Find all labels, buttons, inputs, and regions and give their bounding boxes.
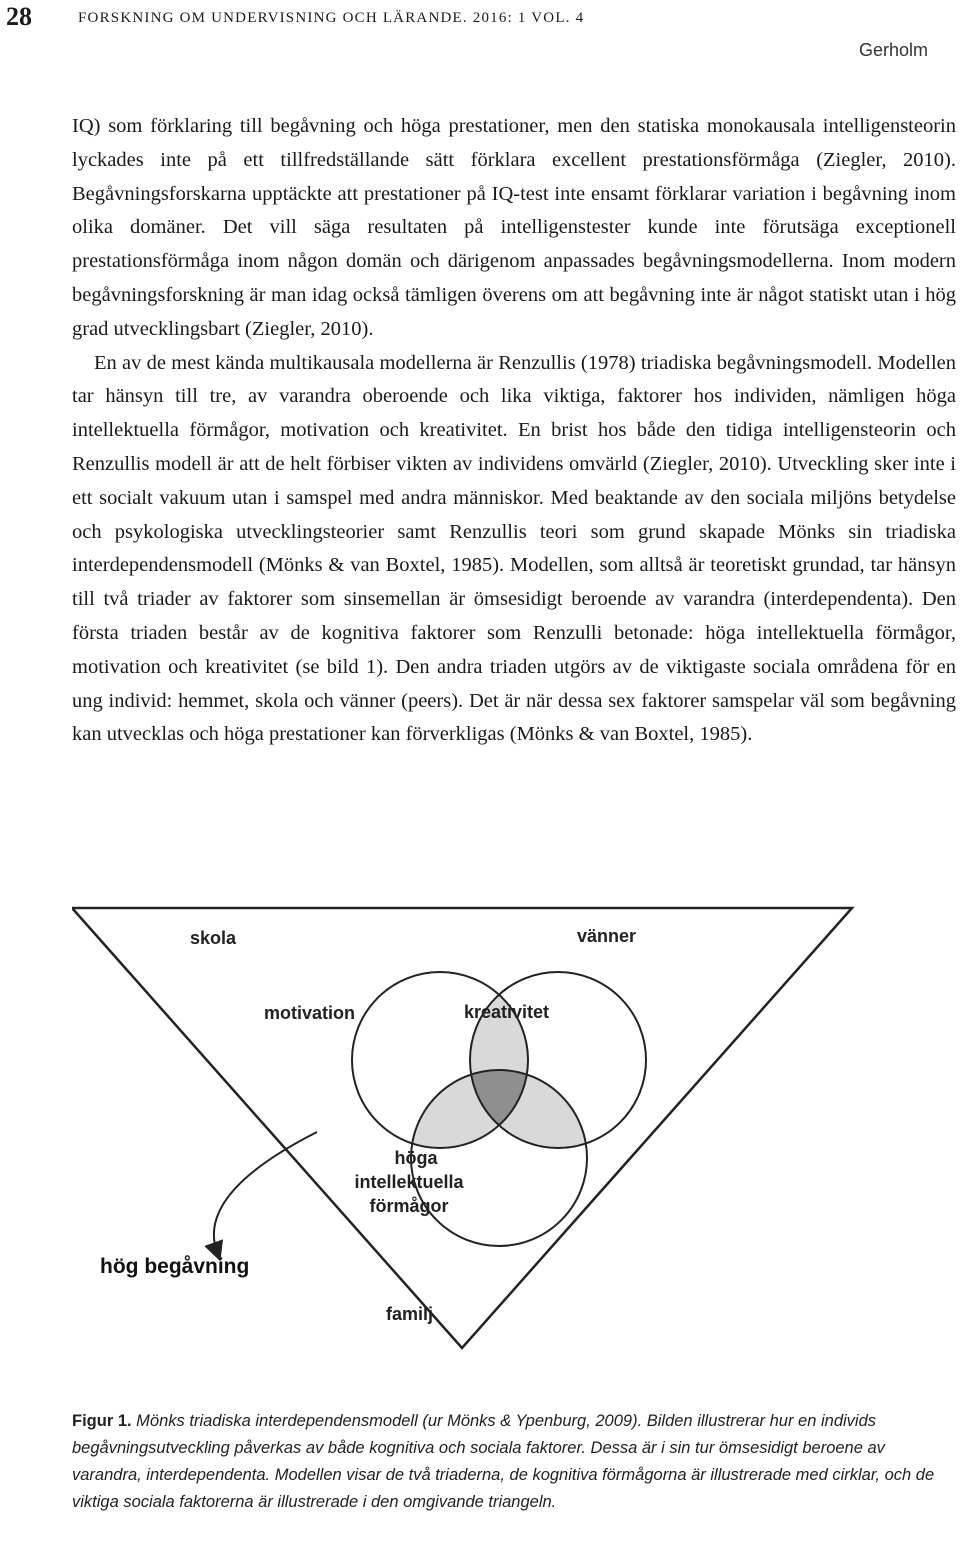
running-title: FORSKNING OM UNDERVISNING OCH LÄRANDE. 2016: 1 VOL. 4 xyxy=(78,10,585,26)
author-name: Gerholm xyxy=(858,40,928,60)
label-intellektuella: intellektuella xyxy=(354,1172,464,1192)
figure-1 xyxy=(72,900,952,1350)
label-formagor: förmågor xyxy=(369,1196,449,1216)
label-vanner: vänner xyxy=(577,926,637,946)
label-skola: skola xyxy=(190,928,237,948)
label-familj: familj xyxy=(386,1304,434,1324)
paragraph-2: En av de mest kända multikausala modellerna är Renzullis (1978) triadiska begåvningsmodell. Modellen tar hänsyn till tre, av varandra oberoende och lika viktiga, faktorer hos individen, nämligen höga intellektuella förmågor, motivation och kreativitet. En brist hos både den tidiga intelligensteorin och Renzullis modell är att de helt förbiser vikten av individens omvärld (Ziegler, 2010). Utveckling sker inte i ett socialt vakuum utan i samspel med andra människor. Med beaktande av den sociala miljöns betydelse och psykologiska utvecklingsteorier samt Renzullis teori som grund skapade Mönks sin triadiska interdependensmodell (Mönks & van Boxtel, 1985). Modellen, som alltså är teoretiskt grundad, tar hänsyn till två triader av faktorer som sinsemellan är ömsesidigt beroende av varandra (interdependenta). Den första triaden består av de kognitiva faktorer som Renzulli betonade: höga intellektuella förmågor, motivation och kreativitet (se bild 1). Den andra triaden utgörs av de viktigaste sociala områdena för en ung individ: hemmet, skola och vänner (peers). Det är när dessa sex faktorer samspelar väl som begåvning kan utvecklas och höga prestationer kan förverkligas (Mönks & van Boxtel, 1985). xyxy=(72,351,956,746)
label-motivation: motivation xyxy=(264,1003,356,1023)
label-hog-begavning: hög begåvning xyxy=(100,1255,250,1278)
triadic-model-diagram xyxy=(72,900,952,1350)
label-hoga: höga xyxy=(394,1148,438,1168)
paragraph-1: IQ) som förklaring till begåvning och höga prestationer, men den statiska monokausala intelligensteorin lyckades inte på ett tillfredställande sätt förklara excellent prestationsförmåga (Ziegler, 2010). Begåvningsforskarna upptäckte att prestationer på IQ-test inte ensamt förklarar variation i begåvning inom olika domäner. Det vill säga resultaten på intelligenstester kunde inte förutsäga exceptionell prestationsförmåga inom någon domän och därigenom anpassades begåvningsmodellerna. Inom modern begåvningsforskning är man idag också tämligen överens om att begåvning inte är något statiskt utan i hög grad utvecklingsbart (Ziegler, 2010). xyxy=(72,115,956,340)
label-kreativitet: kreativitet xyxy=(464,1002,550,1022)
figure-caption xyxy=(72,1408,956,1516)
body-text xyxy=(72,110,956,752)
caption-title: Figur 1. xyxy=(72,1412,132,1430)
page-header xyxy=(0,0,960,40)
caption-text: Mönks triadiska interdependensmodell (ur Mönks & Ypenburg, 2009). Bilden illustrerar hur en individs begåvningsutveckling påverkas av både kognitiva och sociala faktorer. Dessa är i sin tur ömsesidigt beroene av varandra, interdependenta. Modellen visar de två triaderna, de kognitiva förmågorna är illustrerade med cirklar, och de viktiga sociala faktorerna är illustrerade i den omgivande triangeln. xyxy=(72,1412,935,1511)
page-number: 28 xyxy=(6,2,32,31)
